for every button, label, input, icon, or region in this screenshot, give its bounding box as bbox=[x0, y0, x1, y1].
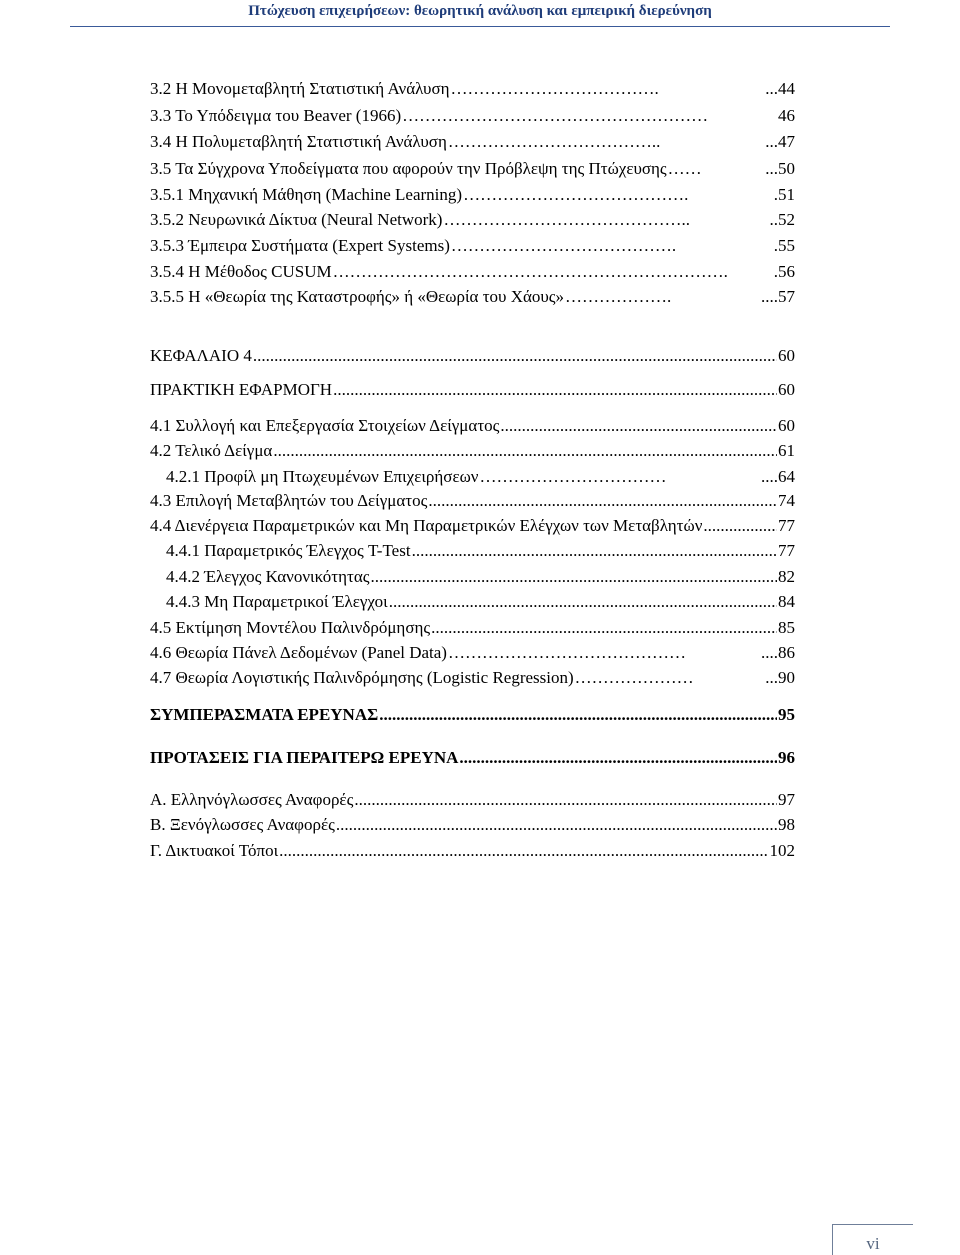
toc-entry[interactable] bbox=[150, 285, 795, 309]
toc-entry[interactable] bbox=[150, 489, 795, 513]
toc-entry-leader: ……………………………………………… bbox=[402, 106, 709, 125]
toc-entry-title: 3.5.3 Έμπειρα Συστήματα (Expert Systems) bbox=[150, 236, 450, 255]
toc-entry[interactable] bbox=[150, 130, 795, 154]
toc-entry-page: .56 bbox=[773, 262, 795, 281]
toc-entry-leader: …………………………………. bbox=[450, 236, 677, 255]
toc-entry-title: 3.5 Τα Σύγχρονα Υποδείγματα που αφορούν την Πρόβλεψη της Πτώχευσης bbox=[150, 159, 667, 178]
toc-entry-leader bbox=[370, 565, 777, 589]
toc-entry-page: ...47 bbox=[765, 132, 795, 151]
toc-entry[interactable] bbox=[150, 344, 795, 368]
toc-entry-title: 4.2.1 Προφίλ μη Πτωχευμένων Επιχειρήσεων bbox=[166, 467, 479, 486]
toc-entry[interactable] bbox=[150, 746, 795, 770]
toc-entry-leader bbox=[412, 539, 777, 563]
toc-entry[interactable] bbox=[150, 414, 795, 438]
toc-entry[interactable] bbox=[150, 77, 795, 101]
page-number-box bbox=[832, 1224, 913, 1255]
toc-entry[interactable] bbox=[166, 590, 795, 614]
toc-entry-leader: ……………………………….. bbox=[447, 132, 661, 151]
toc-entry-page: 60 bbox=[778, 416, 795, 435]
toc-entry-page: 102 bbox=[769, 841, 795, 860]
toc-entry-leader: ……………………………………………………………. bbox=[332, 262, 728, 281]
toc-entry-title: 4.7 Θεωρία Λογιστικής Παλινδρόμησης (Logistic Regression) bbox=[150, 668, 574, 687]
toc-entry-page: ...44 bbox=[765, 79, 795, 98]
toc-entry-leader: …………………………………….. bbox=[443, 210, 690, 229]
toc-entry-title: Α. Ελληνόγλωσσες Αναφορές bbox=[150, 790, 354, 809]
toc-entry-page: ...90 bbox=[765, 668, 795, 687]
header-title: Πτώχευση επιχειρήσεων: θεωρητική ανάλυση και εμπειρική διερεύνηση bbox=[248, 3, 712, 19]
toc-entry-leader bbox=[354, 788, 777, 812]
toc-entry[interactable] bbox=[150, 104, 795, 128]
toc-entry[interactable] bbox=[150, 641, 795, 665]
toc-entry-leader: …… bbox=[667, 159, 702, 178]
toc-entry[interactable] bbox=[150, 616, 795, 640]
toc-entry-page: 85 bbox=[778, 618, 795, 637]
toc-entry-leader bbox=[500, 414, 777, 438]
toc-entry-leader bbox=[273, 439, 777, 463]
toc-entry-page: .51 bbox=[773, 185, 795, 204]
toc-entry-title: ΚΕΦΑΛΑΙΟ 4 bbox=[150, 346, 252, 365]
toc-entry[interactable] bbox=[150, 260, 795, 284]
toc-entry-title: 4.5 Εκτίμηση Μοντέλου Παλινδρόμησης bbox=[150, 618, 431, 637]
toc-entry-page: ....86 bbox=[761, 643, 795, 662]
toc-entry-page: 77 bbox=[778, 516, 795, 535]
toc-entry[interactable] bbox=[150, 666, 795, 690]
toc-entry-leader: ………………. bbox=[565, 287, 672, 306]
toc-entry-title: 3.5.4 Η Μέθοδος CUSUM bbox=[150, 262, 332, 281]
toc-entry-page: ..52 bbox=[769, 210, 795, 229]
toc-entry-title: 4.3 Επιλογή Μεταβλητών του Δείγματος bbox=[150, 491, 428, 510]
toc-entry-title: 3.5.5 Η «Θεωρία της Καταστροφής» ή «Θεωρία του Χάους» bbox=[150, 287, 565, 306]
toc-entry-leader bbox=[336, 813, 777, 837]
toc-entry-page: 74 bbox=[778, 491, 795, 510]
toc-entry-title: ΠΡΟΤΑΣΕΙΣ ΓΙΑ ΠΕΡΑΙΤΕΡΩ ΕΡΕΥΝΑ bbox=[150, 748, 459, 767]
toc-entry[interactable] bbox=[150, 839, 795, 863]
toc-entry-leader: ………………………………. bbox=[450, 79, 659, 98]
toc-entry[interactable] bbox=[150, 183, 795, 207]
toc-entry-page: 60 bbox=[778, 346, 795, 365]
toc-entry-title: 4.4.3 Μη Παραμετρικοί Έλεγχοι bbox=[166, 592, 388, 611]
toc-entry-page: ....64 bbox=[761, 467, 795, 486]
toc-entry-title: 4.4 Διενέργεια Παραμετρικών και Μη Παραμετρικών Ελέγχων των Μεταβλητών bbox=[150, 516, 703, 535]
toc-entry-title: ΣΥΜΠΕΡΑΣΜΑΤΑ ΕΡΕΥΝΑΣ bbox=[150, 705, 379, 724]
toc-entry-page: ...50 bbox=[765, 159, 795, 178]
toc-entry-title: 3.4 Η Πολυμεταβλητή Στατιστική Ανάλυση bbox=[150, 132, 447, 151]
toc-entry-title: 4.2 Τελικό Δείγμα bbox=[150, 441, 273, 460]
toc-entry-page: 96 bbox=[778, 748, 795, 767]
toc-entry-page: 95 bbox=[778, 705, 795, 724]
toc-entry-leader: …………………………………… bbox=[447, 643, 686, 662]
toc-entry-title: 4.4.2 Έλεγχος Κανονικότητας bbox=[166, 567, 370, 586]
running-header bbox=[0, 0, 960, 28]
toc-entry-title: 3.2 Η Μονομεταβλητή Στατιστική Ανάλυση bbox=[150, 79, 450, 98]
toc-entry-title: 3.3 Το Υπόδειγμα του Beaver (1966) bbox=[150, 106, 402, 125]
toc-entry-page: ....57 bbox=[761, 287, 795, 306]
toc-entry-leader bbox=[389, 590, 777, 614]
toc-entry-page: 84 bbox=[778, 592, 795, 611]
toc-entry-leader bbox=[379, 703, 777, 727]
toc-entry-title: ΠΡΑΚΤΙΚΗ ΕΦΑΡΜΟΓΗ bbox=[150, 380, 333, 399]
toc-entry-title: Β. Ξενόγλωσσες Αναφορές bbox=[150, 815, 335, 834]
toc-entry-leader bbox=[428, 489, 777, 513]
toc-entry-title: 4.4.1 Παραμετρικός Έλεγχος T-Test bbox=[166, 541, 411, 560]
toc-entry-title: 4.1 Συλλογή και Επεξεργασία Στοιχείων Δείγματος bbox=[150, 416, 500, 435]
header-rule bbox=[70, 26, 890, 27]
toc-entry[interactable] bbox=[150, 208, 795, 232]
toc-entry[interactable] bbox=[166, 565, 795, 589]
page-number: vi bbox=[866, 1234, 880, 1253]
toc-entry[interactable] bbox=[166, 465, 795, 489]
toc-entry[interactable] bbox=[150, 234, 795, 258]
toc-entry-page: .55 bbox=[773, 236, 795, 255]
toc-entry-page: 61 bbox=[778, 441, 795, 460]
toc-entry[interactable] bbox=[150, 378, 795, 402]
toc-entry-title: 4.6 Θεωρία Πάνελ Δεδομένων (Panel Data) bbox=[150, 643, 447, 662]
toc-entry[interactable] bbox=[150, 703, 795, 727]
toc-entry[interactable] bbox=[150, 439, 795, 463]
toc-entry-leader bbox=[333, 378, 777, 402]
toc-entry-page: 97 bbox=[778, 790, 795, 809]
toc-entry[interactable] bbox=[150, 157, 795, 181]
toc-entry-title: 3.5.1 Μηχανική Μάθηση (Machine Learning) bbox=[150, 185, 463, 204]
toc-entry[interactable] bbox=[150, 514, 795, 538]
toc-entry-leader bbox=[431, 616, 777, 640]
toc-entry-leader: …………………………………. bbox=[463, 185, 689, 204]
toc-entry[interactable] bbox=[150, 788, 795, 812]
toc-entry-leader bbox=[459, 746, 777, 770]
toc-entry-page: 82 bbox=[778, 567, 795, 586]
toc-entry-page: 46 bbox=[778, 106, 795, 125]
toc-entry-page: 77 bbox=[778, 541, 795, 560]
toc-entry-title: 3.5.2 Νευρωνικά Δίκτυα (Neural Network) bbox=[150, 210, 443, 229]
toc-entry-page: 98 bbox=[778, 815, 795, 834]
toc-entry-leader: ………………… bbox=[574, 668, 694, 687]
toc-entry-leader bbox=[279, 839, 768, 863]
toc-entry-leader bbox=[253, 344, 777, 368]
toc-entry-page: 60 bbox=[778, 380, 795, 399]
toc-entry-leader: …………………………… bbox=[479, 467, 667, 486]
toc-entry-title: Γ. Δικτυακοί Τόποι bbox=[150, 841, 279, 860]
toc-entry-leader bbox=[703, 514, 777, 538]
toc-entry[interactable] bbox=[150, 813, 795, 837]
toc-entry[interactable] bbox=[166, 539, 795, 563]
